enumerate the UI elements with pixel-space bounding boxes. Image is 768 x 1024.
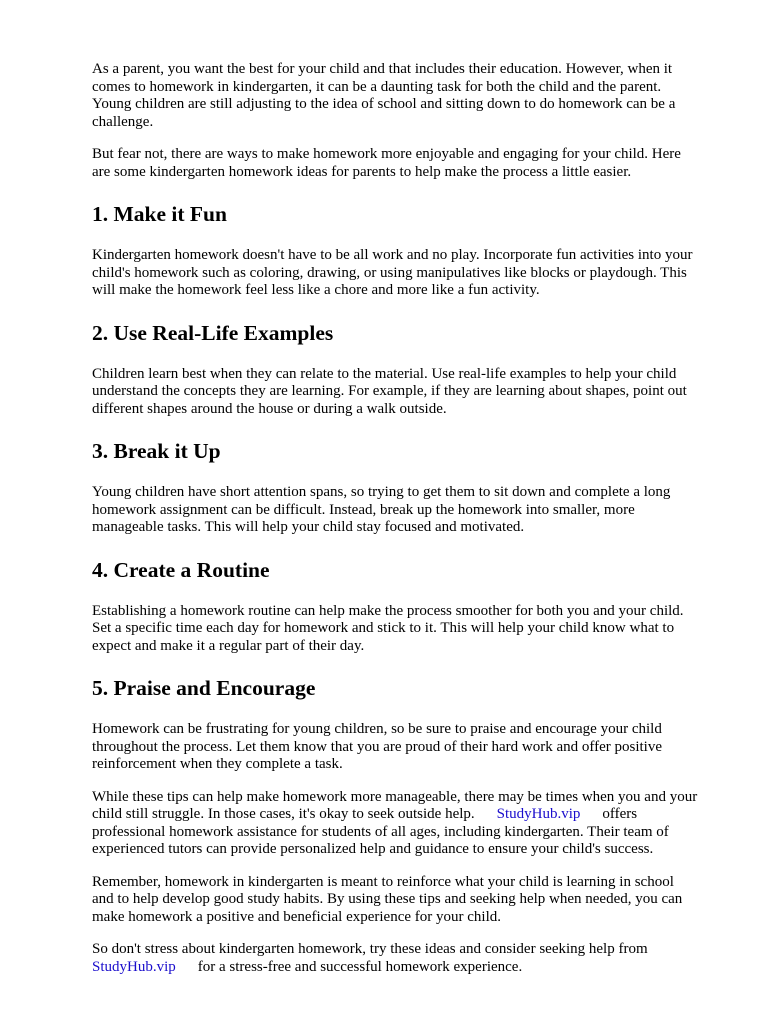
section-5-heading: 5. Praise and Encourage bbox=[92, 676, 316, 700]
closing-p1-text-before: While these tips can help make homework more manageable, there may be times when you and your child still struggle. In those cases, it's okay to seek outside help. bbox=[92, 788, 698, 822]
closing-p3-text-before: So don't stress about kindergarten homework, try these ideas and consider seeking help from bbox=[92, 941, 648, 957]
section-2-heading: 2. Use Real-Life Examples bbox=[92, 320, 334, 345]
section-3-body: Young children have short attention spans, so trying to get them to sit down and complete a long homework assignment can be difficult. Instead, break up the homework into smaller, more manageable tasks. This will help your child stay focused and motivated. bbox=[92, 484, 671, 535]
closing-p1-text-after: offers professional homework assistance for students of all ages, including kindergarten. Their team of experienced tutors can provide personalized help and guidance to ensure your child's success. bbox=[92, 806, 669, 857]
section-4-body: Establishing a homework routine can help make the process smoother for both you and your child. Set a specific time each day for homework and stick to it. This will help your child know what to expect and make it a regular part of their day. bbox=[92, 602, 684, 654]
section-3-heading: 3. Break it Up bbox=[92, 439, 221, 463]
studyhub-link-2[interactable]: StudyHub.vip bbox=[92, 958, 176, 975]
closing-p3-text-after: for a stress-free and successful homework experience. bbox=[197, 958, 523, 975]
section-1-body: Kindergarten homework doesn't have to be all work and no play. Incorporate fun activities into your child's homework such as coloring, drawing, or using manipulatives like blocks or playdough. This will make the homework feel less like a chore and more like a fun activity. bbox=[92, 247, 693, 298]
closing-paragraph-3 bbox=[92, 941, 698, 976]
section-2-body: Children learn best when they can relate to the material. Use real-life examples to help your child understand the concepts they are learning. For example, if they are learning about shapes, point out different shapes around the house or during a walk outside. bbox=[92, 365, 687, 417]
intro-paragraph-2: But fear not, there are ways to make homework more enjoyable and engaging for your child. Here are some kindergarten homework ideas for parents to help make the process a little easier. bbox=[92, 146, 681, 180]
section-4-heading: 4. Create a Routine bbox=[92, 557, 270, 582]
intro-paragraph-1: As a parent, you want the best for your child and that includes their education. However, when it comes to homework in kindergarten, it can be a daunting task for both the child and the parent. Young children are still adjusting to the idea of school and sitting down to do homework can be a challenge. bbox=[92, 61, 676, 130]
closing-paragraph-1 bbox=[92, 789, 698, 859]
studyhub-link-1[interactable]: StudyHub.vip bbox=[496, 806, 581, 822]
section-1-heading: 1. Make it Fun bbox=[92, 202, 227, 226]
section-5-body: Homework can be frustrating for young children, so be sure to praise and encourage your child throughout the process. Let them know that you are proud of their hard work and offer positive reinforcement when they complete a task. bbox=[92, 721, 662, 772]
closing-paragraph-2: Remember, homework in kindergarten is meant to reinforce what your child is learning in school and to help develop good study habits. By using these tips and seeking help when needed, you can make homework a positive and beneficial experience for your child. bbox=[92, 873, 683, 925]
